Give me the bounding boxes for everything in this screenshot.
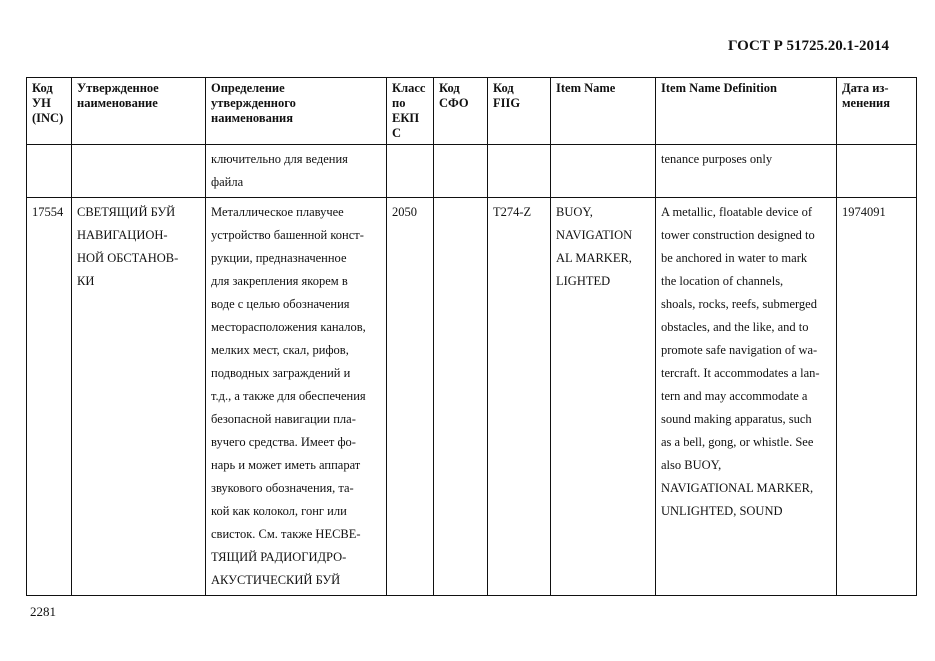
cell-approved-name xyxy=(72,198,206,596)
text-line: вучего средства. Имеет фо- xyxy=(211,435,356,449)
cell-item-name-definition xyxy=(656,198,837,596)
text-line: Класс xyxy=(392,81,426,95)
text-line: BUOY, xyxy=(556,205,593,219)
cell-empty xyxy=(434,145,488,198)
text-line: Дата из- xyxy=(842,81,889,95)
text-line: the location of channels, xyxy=(661,274,784,288)
cell-empty xyxy=(27,145,72,198)
col-header-inc xyxy=(27,78,72,145)
date-value: 1974091 xyxy=(842,205,886,219)
table-row xyxy=(27,198,917,596)
cell-class xyxy=(387,198,434,596)
cell-empty xyxy=(72,145,206,198)
cell-empty xyxy=(488,145,551,198)
cell-item-name xyxy=(551,198,656,596)
text-line: менения xyxy=(842,96,890,110)
text-line: НАВИГАЦИОН- xyxy=(77,228,168,242)
text-line: подводных заграждений и xyxy=(211,366,351,380)
text-line: tercraft. It accommodates a lan- xyxy=(661,366,820,380)
document-title: ГОСТ Р 51725.20.1-2014 xyxy=(727,38,889,54)
text-line: СВЕТЯЩИЙ БУЙ xyxy=(77,205,176,219)
col-header-class xyxy=(387,78,434,145)
col-header-fiig xyxy=(488,78,551,145)
page-number: 2281 xyxy=(30,604,56,619)
text-line: кой как колокол, гонг или xyxy=(211,504,347,518)
inc-value: 17554 xyxy=(32,205,64,219)
col-header-item-name-definition xyxy=(656,78,837,145)
text-line: наименования xyxy=(211,111,294,125)
text-line: shoals, rocks, reefs, submerged xyxy=(661,297,817,311)
text-line: устройство башенной конст- xyxy=(211,228,364,242)
text-line: КИ xyxy=(77,274,95,288)
cell-empty xyxy=(551,145,656,198)
text-line: СФО xyxy=(439,96,469,110)
text-line: sound making apparatus, such xyxy=(661,412,812,426)
text-line: рукции, предназначенное xyxy=(211,251,347,265)
text-line: ЕКП xyxy=(392,111,420,125)
cell-empty xyxy=(837,145,917,198)
text-line: NAVIGATION xyxy=(556,228,633,242)
text-line: AL MARKER, xyxy=(556,251,632,265)
text-line: для закрепления якорем в xyxy=(211,274,348,288)
text-line: Item Name Definition xyxy=(661,81,777,95)
text-line: утвержденного xyxy=(211,96,296,110)
text-line: tern and may accommodate a xyxy=(661,389,808,403)
text-line: месторасположения каналов, xyxy=(211,320,366,334)
text-line: НОЙ ОБСТАНОВ- xyxy=(77,251,179,265)
text-line: по xyxy=(392,96,406,110)
text-line: т.д., а также для обеспечения xyxy=(211,389,366,403)
text-line: obstacles, and the like, and to xyxy=(661,320,809,334)
text-line: tenance purposes only xyxy=(661,152,773,166)
text-line: Утвержденное xyxy=(77,81,159,95)
text-line: A metallic, floatable device of xyxy=(661,205,812,219)
text-line: as a bell, gong, or whistle. See xyxy=(661,435,814,449)
text-line: С xyxy=(392,126,402,140)
cell-item-name-definition-continued xyxy=(656,145,837,198)
text-line: ТЯЩИЙ РАДИОГИДРО- xyxy=(211,550,347,564)
text-line: be anchored in water to mark xyxy=(661,251,808,265)
text-line: Код xyxy=(493,81,514,95)
text-line: UNLIGHTED, SOUND xyxy=(661,504,783,518)
text-line: звукового обозначения, та- xyxy=(211,481,354,495)
text-line: безопасной навигации пла- xyxy=(211,412,356,426)
text-line: promote safe navigation of wa- xyxy=(661,343,818,357)
col-header-sfo xyxy=(434,78,488,145)
text-line: АКУСТИЧЕСКИЙ БУЙ xyxy=(211,573,341,587)
col-header-item-name xyxy=(551,78,656,145)
cell-date xyxy=(837,198,917,596)
text-line: Определение xyxy=(211,81,285,95)
text-line: нарь и может иметь аппарат xyxy=(211,458,361,472)
text-line: мелких мест, скал, рифов, xyxy=(211,343,349,357)
col-header-approved-name xyxy=(72,78,206,145)
text-line: свисток. См. также НЕСВЕ- xyxy=(211,527,361,541)
text-line: tower construction designed to xyxy=(661,228,815,242)
cell-empty xyxy=(387,145,434,198)
continuation-row xyxy=(27,145,917,198)
text-line: also BUOY, xyxy=(661,458,722,472)
cell-definition xyxy=(206,198,387,596)
text-line: ключительно для ведения xyxy=(211,152,348,166)
cell-inc xyxy=(27,198,72,596)
header-row xyxy=(27,78,917,145)
text-line: УН xyxy=(32,96,51,110)
text-line: Item Name xyxy=(556,81,616,95)
cell-definition-continued xyxy=(206,145,387,198)
catalog-table xyxy=(26,77,917,596)
col-header-date xyxy=(837,78,917,145)
text-line: Металлическое плавучее xyxy=(211,205,344,219)
text-line: наименование xyxy=(77,96,158,110)
class-value: 2050 xyxy=(392,205,417,219)
cell-fiig xyxy=(488,198,551,596)
cell-sfo xyxy=(434,198,488,596)
col-header-definition xyxy=(206,78,387,145)
text-line: (INC) xyxy=(32,111,64,125)
text-line: LIGHTED xyxy=(556,274,611,288)
text-line: воде с целью обозначения xyxy=(211,297,350,311)
text-line: NAVIGATIONAL MARKER, xyxy=(661,481,814,495)
text-line: Код xyxy=(439,81,460,95)
text-line: файла xyxy=(211,175,244,189)
fiig-value: T274-Z xyxy=(493,205,532,219)
text-line: Код xyxy=(32,81,53,95)
text-line: FIIG xyxy=(493,96,521,110)
